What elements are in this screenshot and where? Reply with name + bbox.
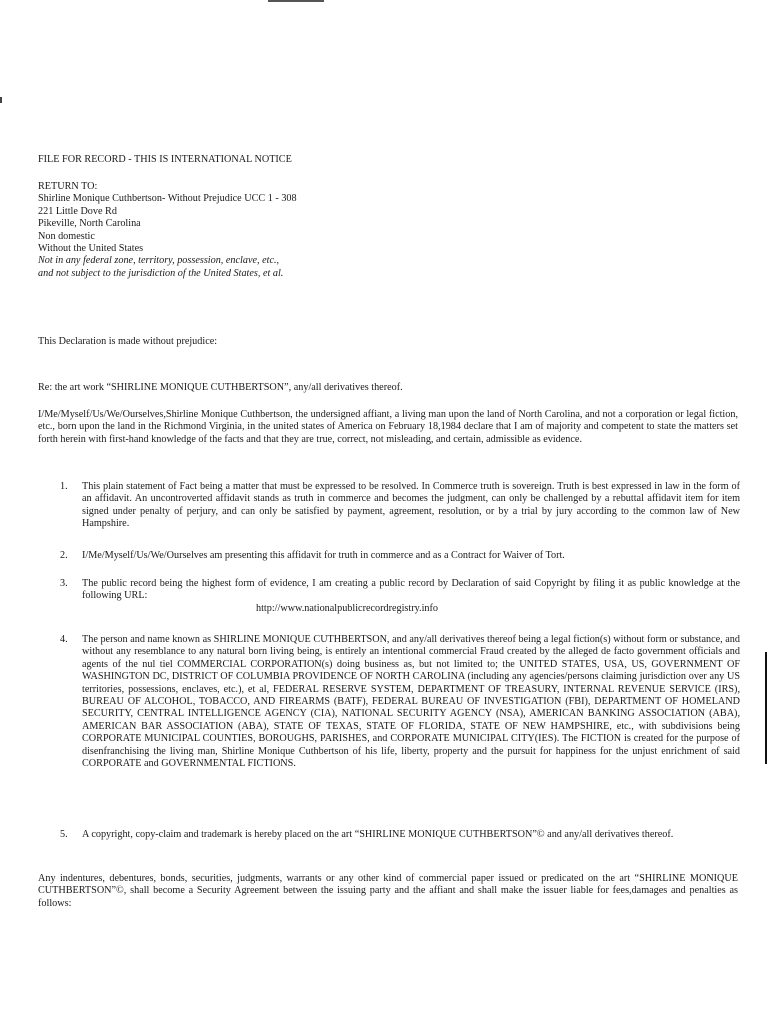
declaration-text: This Declaration is made without prejudice:	[38, 336, 218, 347]
return-to-label: RETURN TO:	[38, 181, 98, 192]
re-line	[38, 382, 738, 394]
list-text: This plain statement of Fact being a matter that must be expressed to be resolved. In Commerce truth is sovereign. Truth is best expressed in law in the form of an affidavit. An uncontroverted affidavit stands as truth in commerce and becomes the judgment, can only be challenged by a rebuttal affidavit item for item signed under penalty of perjury, and can only be satisfied by payment, agreement, resolution, or by a trial by jury according to the common law of New Hampshire.	[82, 481, 740, 530]
list-body	[82, 578, 740, 615]
return-italic-line1: Not in any federal zone, territory, possession, enclave, etc.,	[38, 255, 280, 267]
declaration-line	[38, 336, 738, 348]
list-text: I/Me/Myself/Us/We/Ourselves am presenting this affidavit for truth in commerce and as a Contract for Waiver of Tort.	[82, 550, 565, 561]
scan-artifact-top	[268, 0, 324, 2]
closing-paragraph: Any indentures, debentures, bonds, securities, judgments, warrants or any other kind of commercial paper issued or predicated on the art “SHIRLINE MONIQUE CUTHBERTSON”©, shall become a Security Agreement between the issuing party and the affiant and shall make the issuer liable for fees,damages and penalties as follows:	[38, 873, 738, 909]
list-number: 4.	[60, 634, 68, 645]
list-number: 3.	[60, 578, 68, 589]
list-text: A copyright, copy-claim and trademark is hereby placed on the art “SHIRLINE MONIQUE CUTHBERTSON”© and any/all derivatives thereof.	[82, 829, 674, 840]
return-italic-line2: and not subject to the jurisdiction of the United States, et al.	[38, 267, 284, 279]
intro-paragraph: I/Me/Myself/Us/We/Ourselves,Shirline Monique Cuthbertson, the undersigned affiant, a living man upon the land of North Carolina, and not a corporation or legal fiction, etc., born upon the land in the Richmond Virginia, in the united states of America on February 18,1984 declare that I am of majority and competent to state the matters set forth herein with first-hand knowledge of the facts and that they are true, correct, not misleading, and certain, admissible as evidence.	[38, 409, 738, 445]
list-number: 5.	[60, 829, 68, 840]
return-address-line1: 221 Little Dove Rd	[38, 205, 117, 217]
document-title	[38, 154, 738, 166]
registry-url: http://www.nationalpublicrecordregistry.info	[256, 602, 439, 614]
title-text: FILE FOR RECORD - THIS IS INTERNATIONAL NOTICE	[38, 154, 292, 165]
return-status-line2: Without the United States	[38, 243, 144, 255]
return-name-line: Shirline Monique Cuthbertson- Without Prejudice UCC 1 - 308	[38, 193, 297, 205]
list-text: The public record being the highest form of evidence, I am creating a public record by Declaration of said Copyright by filing it as public knowledge at the following URL:	[82, 578, 740, 602]
return-status-line1: Non domestic	[38, 230, 95, 242]
re-text: Re: the art work “SHIRLINE MONIQUE CUTHBERTSON”, any/all derivatives thereof.	[38, 382, 403, 393]
return-to-block	[38, 181, 738, 280]
list-number: 1.	[60, 481, 68, 492]
return-address-line2: Pikeville, North Carolina	[38, 218, 141, 230]
scan-artifact-left	[0, 97, 2, 103]
list-text: The person and name known as SHIRLINE MONIQUE CUTHBERTSON, and any/all derivatives thereof being a legal fiction(s) without form or substance, and without any resemblance to any natural born living being, is entirely an intentional commercial Fraud created by the alleged de facto government officials and agents of the nul tiel COMMERCIAL CORPORATION(s) doing business as, but not limited to; the UNITED STATES, USA, US, GOVERNMENT OF WASHINGTON DC, DISTRICT OF COLUMBIA PROVIDENCE OF NORTH CAROLINA (including any agencies/persons claiming jurisdiction over any US territories, possessions, enclaves, etc.), et al, FEDERAL RESERVE SYSTEM, DEPARTMENT OF TREASURY, INTERNAL REVENUE SERVICE (IRS), BUREAU OF ALCOHOL, TOBACCO, AND FIREARMS (BATF), FEDERAL BUREAU OF INVESTIGATION (FBI), DEPARTMENT OF HOMELAND SECURITY, CENTRAL INTELLIGENCE AGENCY (CIA), NATIONAL SECURITY AGENCY (NSA), AMERICAN BANKING ASSOCIATION (ABA), AMERICAN BAR ASSOCIATION (ABA), STATE OF TEXAS, STATE OF FLORIDA, STATE OF NEW HAMPSHIRE, etc., with subdivisions being CORPORATE MUNICIPAL COUNTIES, BOROUGHS, PARISHES, and CORPORATE MUNICIPAL CITY(IES). The FICTION is created for the purpose of disenfranchising the living man, Shirline Monique Cuthbertson of his life, liberty, property and the pursuit for happiness for the unjust enrichment of said CORPORATE and GOVERNMENTAL FICTIONS.	[82, 634, 740, 770]
scan-artifact-right	[765, 652, 767, 764]
list-number: 2.	[60, 550, 68, 561]
